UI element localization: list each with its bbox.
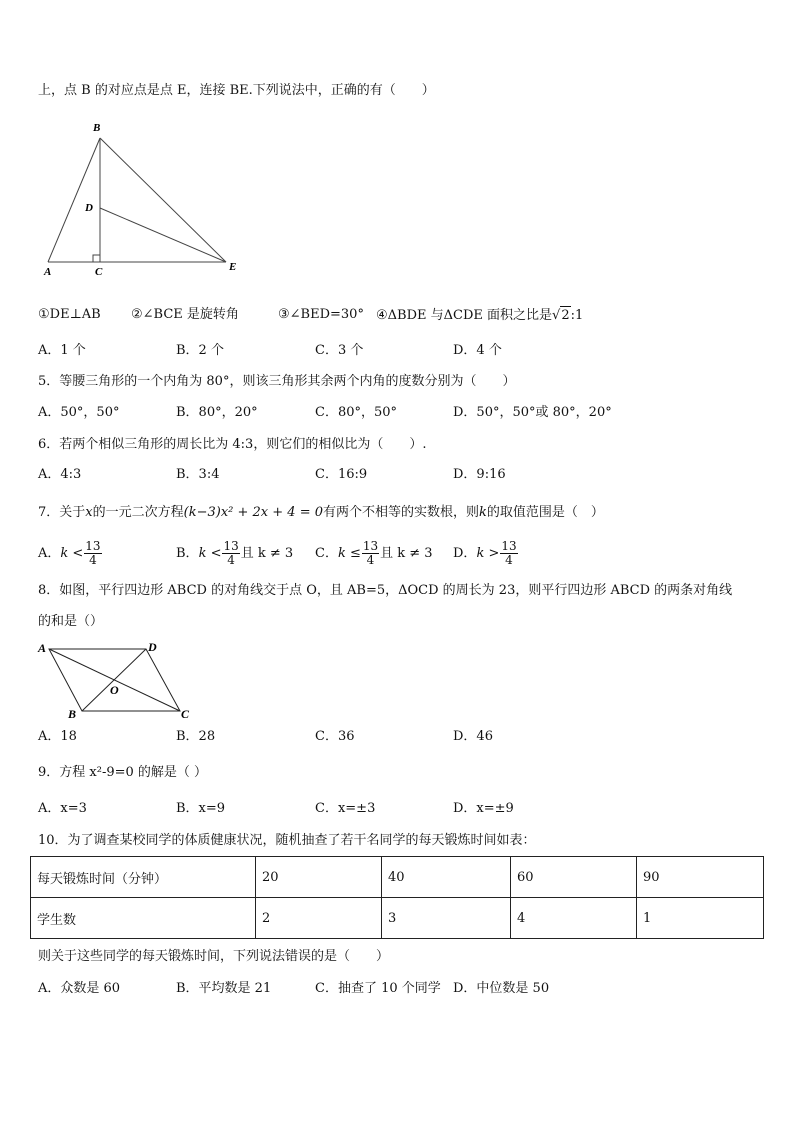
q9-stem: 9．方程 x²-9=0 的解是（ ）: [38, 765, 208, 780]
q9-option-a[interactable]: A．x=3: [38, 801, 87, 816]
table-row: [31, 898, 764, 939]
q7-option-a-den: 4: [89, 553, 97, 567]
q7-option-c-den: 4: [366, 553, 375, 567]
table-cell: 60: [511, 857, 637, 898]
q5-option-c[interactable]: C．80°，50°: [315, 405, 398, 420]
q7-option-c-num: 13: [362, 539, 379, 553]
q7-option-a-fraction: [84, 540, 101, 567]
q7-stem-mid2: 有两个不相等的实数根，则: [322, 505, 479, 520]
q7-option-b-extra: 且 k ≠ 3: [240, 546, 294, 561]
q4-option-a[interactable]: A．1 个: [38, 343, 86, 358]
table-cell: 20: [256, 857, 382, 898]
q7-option-d-letter: D．: [453, 546, 477, 561]
table-cell: 1: [637, 898, 764, 939]
q4-label-c: C: [95, 266, 103, 278]
q8-label-b: B: [68, 707, 77, 721]
q7-option-c-rel: k ≤: [337, 546, 361, 561]
q7-option-d-fraction: [500, 540, 517, 567]
q10-stem: 10．为了调查某校同学的体质健康状况，随机抽查了若干名同学的每天锻炼时间如表：: [38, 833, 536, 848]
q7-option-d-num: 13: [501, 539, 517, 553]
q7-var-x: x: [85, 505, 93, 520]
q4-stem: 上，点 B 的对应点是点 E，连接 BE.下列说法中，正确的有（ ）: [38, 83, 435, 98]
q6-stem: 6．若两个相似三角形的周长比为 4:3，则它们的相似比为（ ）.: [38, 437, 427, 452]
q4-option-d[interactable]: D．4 个: [453, 343, 502, 358]
q7-var-k: k: [479, 505, 487, 520]
q10-option-d[interactable]: D．中位数是 50: [453, 981, 550, 996]
q7-option-d-den: 4: [505, 553, 513, 567]
q7-option-c-letter: C．: [315, 546, 338, 561]
q8-option-a[interactable]: A．18: [38, 729, 77, 744]
q4-triangle-figure: [40, 118, 245, 278]
q4-label-e: E: [229, 261, 237, 273]
q7-option-b-rel: k <: [198, 546, 222, 561]
q7-option-c-fraction: [362, 540, 379, 567]
q8-label-a: A: [38, 641, 47, 655]
q6-option-c[interactable]: C．16:9: [315, 467, 368, 482]
q7-option-b-fraction: [222, 540, 239, 567]
q9-option-d[interactable]: D．x=±9: [453, 801, 514, 816]
q9-option-c[interactable]: C．x=±3: [315, 801, 376, 816]
q7-equation: (k−3)x² + 2x + 4 = 0: [183, 505, 323, 520]
q5-option-b[interactable]: B．80°，20°: [176, 405, 258, 420]
q7-option-b[interactable]: [176, 537, 293, 571]
q7-option-d-rel: k >: [476, 546, 500, 561]
q7-option-a-letter: A．: [38, 546, 61, 561]
q4-label-d: D: [85, 202, 93, 214]
q6-option-b[interactable]: B．3:4: [176, 467, 220, 482]
q7-stem: [38, 504, 604, 522]
q6-option-a[interactable]: A．4:3: [38, 467, 82, 482]
q7-option-a[interactable]: [38, 537, 103, 571]
q7-stem-mid: 的一元二次方程: [92, 505, 184, 520]
q4-statement-4-suffix: :1: [570, 308, 584, 323]
table-cell: 90: [637, 857, 764, 898]
q9-option-b[interactable]: B．x=9: [176, 801, 226, 816]
q8-label-d: D: [148, 640, 157, 654]
table-cell: 每天锻炼时间（分钟）: [31, 857, 256, 898]
q10-option-a[interactable]: A．众数是 60: [38, 981, 121, 996]
exercise-time-table: [30, 856, 764, 939]
q8-label-c: C: [181, 707, 190, 721]
q4-statement-2: ②∠BCE 是旋转角: [131, 307, 239, 322]
q7-stem-suffix: 的取值范围是（ ）: [486, 505, 604, 520]
table-cell: 40: [382, 857, 511, 898]
q4-label-a: A: [44, 266, 52, 278]
q10-option-c[interactable]: C．抽查了 10 个同学: [315, 981, 441, 996]
q4-statement-4-root: 2: [561, 308, 570, 323]
q7-option-c-extra: 且 k ≠ 3: [380, 546, 433, 561]
q4-option-b[interactable]: B．2 个: [176, 343, 224, 358]
q6-option-d[interactable]: D．9:16: [453, 467, 506, 482]
q8-option-d[interactable]: D．46: [453, 729, 493, 744]
q10-option-b[interactable]: B．平均数是 21: [176, 981, 272, 996]
table-cell: 学生数: [31, 898, 256, 939]
q8-option-c[interactable]: C．36: [315, 729, 355, 744]
q7-option-d[interactable]: [453, 537, 519, 571]
q4-statement-4: [376, 306, 583, 325]
q4-statement-4-prefix: ④ΔBDE 与ΔCDE 面积之比是: [376, 308, 553, 323]
q8-option-b[interactable]: B．28: [176, 729, 216, 744]
q5-option-d[interactable]: D．50°，50°或 80°，20°: [453, 405, 612, 420]
table-cell: 4: [511, 898, 637, 939]
q10-follow-up: 则关于这些同学的每天锻炼时间，下列说法错误的是（ ）: [38, 949, 390, 964]
q4-statement-3: ③∠BED=30°: [278, 307, 364, 322]
q7-option-a-num: 13: [85, 539, 101, 553]
table-cell: 2: [256, 898, 382, 939]
q4-label-b: B: [93, 122, 101, 134]
q4-statement-1: ①DE⊥AB: [38, 307, 101, 322]
q7-option-b-den: 4: [227, 553, 235, 567]
q8-parallelogram-figure: [36, 638, 196, 722]
q8-stem-line-1: 8．如图，平行四边形 ABCD 的对角线交于点 O，且 AB=5，ΔOCD 的周长为 23，则平行四边形 ABCD 的两条对角线: [38, 583, 733, 598]
q7-option-b-num: 13: [223, 539, 239, 553]
table-cell: 3: [382, 898, 511, 939]
q4-option-c[interactable]: C．3 个: [315, 343, 364, 358]
table-row: [31, 857, 764, 898]
q5-option-a[interactable]: A．50°，50°: [38, 405, 120, 420]
sqrt-icon: √: [552, 308, 561, 323]
q7-option-c[interactable]: [315, 537, 433, 571]
q8-stem-line-2: 的和是（）: [38, 614, 104, 629]
q7-option-a-rel: k <: [60, 546, 84, 561]
q5-stem: 5．等腰三角形的一个内角为 80°，则该三角形其余两个内角的度数分别为（ ）: [38, 374, 516, 389]
q7-stem-prefix: 7．关于: [38, 505, 86, 520]
q8-label-o: O: [110, 683, 119, 697]
q7-option-b-letter: B．: [176, 546, 199, 561]
